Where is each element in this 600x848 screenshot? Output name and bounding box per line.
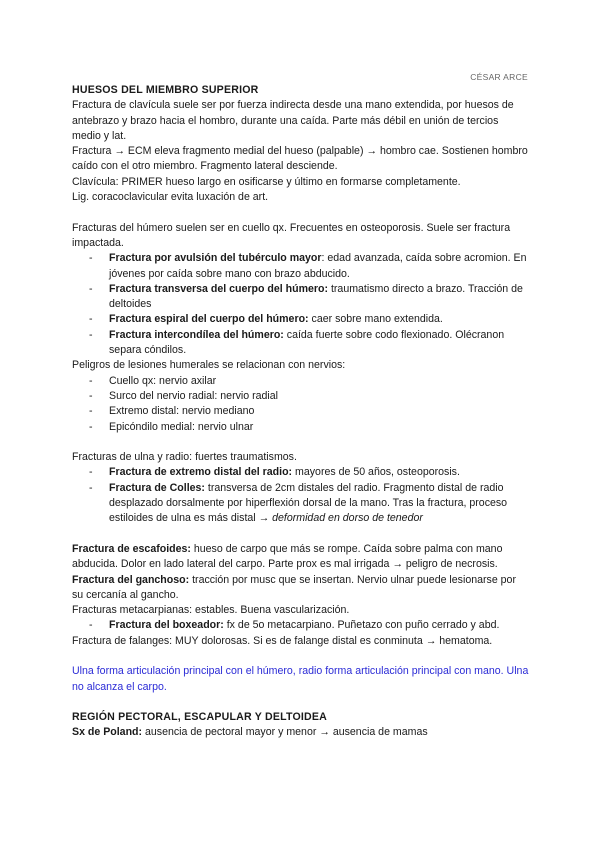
term: Fractura de extremo distal del radio:	[109, 466, 293, 479]
paragraph-clavicula-osificacion: Clavícula: PRIMER hueso largo en osificarse y último en formarse completamente.	[72, 175, 461, 188]
definition: ausencia de pectoral mayor y menor → ausencia de mamas	[142, 726, 428, 739]
list-item	[72, 481, 530, 527]
term: Fractura espiral del cuerpo del húmero:	[109, 313, 309, 326]
list-item	[72, 251, 530, 282]
term: Fractura intercondílea del húmero:	[109, 328, 284, 341]
definition: : edad avanzada, caída sobre acromion. En jóvenes por caída sobre mano con brazo abducido.	[109, 252, 527, 280]
document-body	[72, 83, 530, 741]
term: Fractura del ganchoso:	[72, 573, 190, 586]
list-item	[72, 282, 530, 313]
term: Fractura de escafoides:	[72, 542, 191, 555]
paragraph-ganchoso	[72, 573, 530, 604]
definition: caer sobre mano extendida.	[308, 313, 443, 326]
paragraph-escafoides	[72, 542, 530, 573]
list-item	[72, 312, 530, 327]
term: Fractura del boxeador:	[109, 619, 224, 632]
spacer	[72, 205, 530, 220]
term: Fractura transversa del cuerpo del húmero:	[109, 282, 329, 295]
term: Sx de Poland:	[72, 726, 143, 739]
deformity-name: deformidad en dorso de tenedor	[272, 512, 423, 525]
list-boxeador	[72, 618, 530, 633]
list-ulna-radio-fracturas	[72, 465, 530, 526]
note-ulna-radio: Ulna forma articulación principal con el húmero, radio forma articulación principal con mano. Ulna no alcanza el carpo.	[72, 665, 529, 693]
list-item	[72, 618, 530, 633]
paragraph-poland	[72, 725, 530, 740]
paragraph-humero-intro: Fracturas del húmero suelen ser en cuello qx. Frecuentes en osteoporosis. Suele ser fractura impactada.	[72, 221, 511, 249]
definition: fx de 5o metacarpiano. Puñetazo con puño cerrado y abd.	[223, 619, 500, 632]
term: Fractura de Colles:	[109, 481, 205, 494]
paragraph-fractura-ecm: Fractura → ECM eleva fragmento medial del hueso (palpable) → hombro cae. Sostienen hombro caído con el otro miembro. Fragmento lateral desciende.	[72, 145, 528, 173]
paragraph-falanges: Fractura de falanges: MUY dolorosas. Si es de falange distal es conminuta → hematoma.	[72, 634, 493, 647]
list-item: - Cuello qx: nervio axilar	[72, 374, 530, 389]
definition: traumatismo directo a brazo. Tracción de deltoides	[109, 282, 523, 311]
list-item	[72, 328, 530, 359]
paragraph-ulna-radio-intro: Fracturas de ulna y radio: fuertes traumatismos.	[72, 451, 297, 464]
spacer	[72, 527, 530, 542]
definition: transversa de 2cm distales del radio. Fragmento distal de radio desplazado dorsalmente por hiperflexión dorsal de la mano. Tras la fractura, proceso estiloides de ulna es más distal →	[109, 481, 508, 525]
list-item: - Epicóndilo medial: nervio ulnar	[72, 420, 530, 435]
list-item: - Extremo distal: nervio mediano	[72, 404, 530, 419]
author-header: CÉSAR ARCE	[470, 72, 528, 82]
list-nervios	[72, 374, 530, 435]
section-title-miembro-superior: HUESOS DEL MIEMBRO SUPERIOR	[72, 84, 259, 96]
spacer	[72, 649, 530, 664]
paragraph-metacarpianas: Fracturas metacarpianas: estables. Buena vascularización.	[72, 604, 350, 617]
definition: mayores de 50 años, osteoporosis.	[292, 466, 460, 479]
section-title-region-pectoral: REGIÓN PECTORAL, ESCAPULAR Y DELTOIDEA	[72, 711, 328, 724]
term: Fractura por avulsión del tubérculo mayor	[109, 252, 322, 265]
definition: hueso de carpo que más se rompe. Caída sobre palma con mano abducida. Dolor en lado lateral del carpo. Parte prox es mal irrigada → peligro de necrosis.	[72, 542, 503, 571]
list-humero-fracturas	[72, 251, 530, 358]
list-item: - Surco del nervio radial: nervio radial	[72, 389, 530, 404]
spacer	[72, 435, 530, 450]
definition: tracción por musc que se insertan. Nervio ulnar puede lesionarse por su cercanía al gancho.	[72, 573, 516, 601]
paragraph-clavicula: Fractura de clavícula suele ser por fuerza indirecta desde una mano extendida, por huesos de antebrazo y brazo hacia el hombro, durante una caída. Parte más débil en unión de tercios medio y lat.	[72, 99, 514, 142]
list-item	[72, 465, 530, 480]
paragraph-nervios-intro: Peligros de lesiones humerales se relacionan con nervios:	[72, 359, 346, 372]
spacer	[72, 695, 530, 710]
definition: caída fuerte sobre codo flexionado. Olécranon separa cóndilos.	[109, 328, 505, 357]
paragraph-lig-coracoclavicular: Lig. coracoclavicular evita luxación de art.	[72, 191, 269, 204]
